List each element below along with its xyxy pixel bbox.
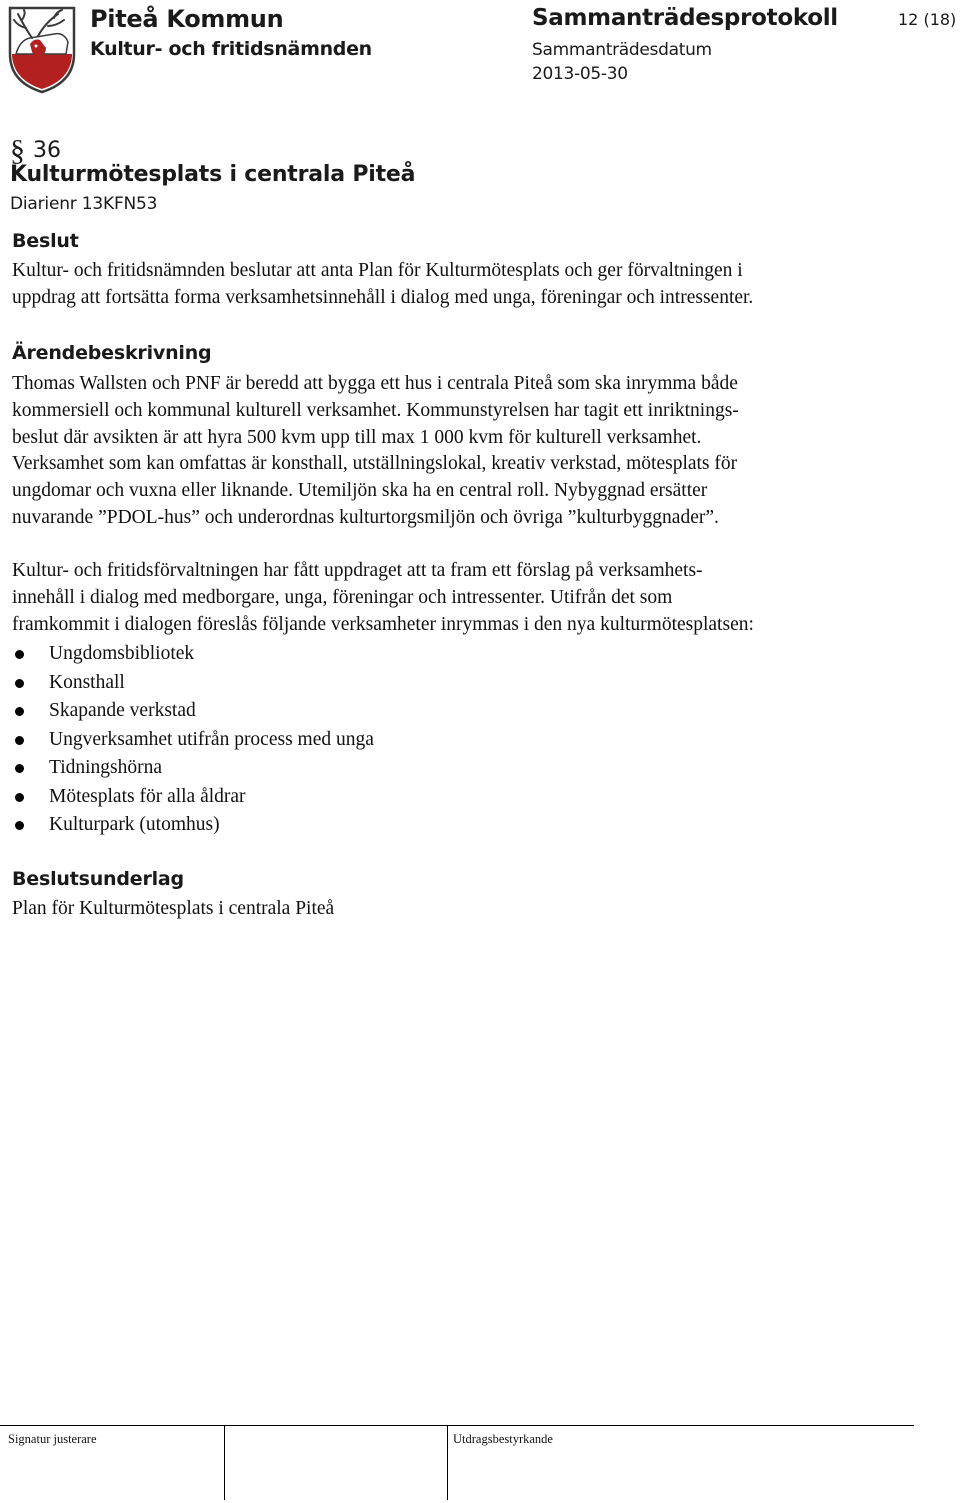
diary-number: Diarienr 13KFN53 (10, 194, 158, 214)
signature-label: Signatur justerare (8, 1432, 97, 1446)
text-line: uppdrag att fortsätta forma verksamhetsinnehåll i dialog med unga, föreningar och intressenter. (12, 286, 754, 308)
meeting-date-label: Sammanträdesdatum (532, 40, 712, 60)
bullet-icon (15, 764, 24, 773)
reindeer-coat-of-arms-icon (6, 4, 78, 94)
text-line: innehåll i dialog med medborgare, unga, föreningar och intressenter. Utifrån det som (12, 586, 673, 608)
section-number-value: 36 (33, 138, 61, 163)
text-line: nuvarande ”PDOL-hus” och underordnas kulturtorgsmiljön och övriga ”kulturbyggnader”. (12, 506, 719, 528)
footer-column-divider (447, 1426, 448, 1500)
beslut-heading: Beslut (12, 230, 79, 252)
list-item (12, 697, 374, 726)
list-item-label: Skapande verkstad (49, 700, 196, 721)
meeting-date-value: 2013-05-30 (532, 64, 628, 84)
text-line: kommersiell och kommunal kulturell verksamhet. Kommunstyrelsen har tagit ett inriktnings- (12, 399, 739, 421)
text-line: ungdomar och vuxna eller liknande. Utemiljön ska ha en central roll. Nybyggnad ersätter (12, 480, 708, 502)
list-item-label: Ungverksamhet utifrån process med unga (49, 728, 374, 750)
arende-paragraph-2 (12, 558, 912, 638)
paragraph-sign: § (10, 134, 25, 167)
list-item (12, 783, 374, 812)
footer-divider (0, 1425, 914, 1426)
arende-heading: Ärendebeskrivning (12, 342, 212, 364)
document-type: Sammanträdesprotokoll (532, 5, 838, 31)
bullet-icon (15, 736, 24, 745)
bullet-icon (15, 793, 24, 802)
list-item (12, 726, 374, 755)
bullet-icon (15, 821, 24, 830)
list-item (12, 811, 374, 840)
bullet-icon (15, 679, 24, 688)
section-title: Kulturmötesplats i centrala Piteå (10, 162, 416, 187)
list-item (12, 754, 374, 783)
footer-column-divider (224, 1426, 225, 1500)
coat-of-arms-logo (6, 4, 78, 94)
list-item-label: Ungdomsbibliotek (49, 643, 195, 664)
list-item (12, 669, 374, 698)
list-item-label: Konsthall (49, 671, 125, 693)
text-line: Thomas Wallsten och PNF är beredd att bygga ett hus i centrala Piteå som ska inrymma både (12, 373, 738, 394)
arende-paragraph-1 (12, 371, 912, 532)
bullet-icon (15, 707, 24, 716)
text-line: Verksamhet som kan omfattas är konsthall, utställningslokal, kreativ verkstad, mötesplats för (12, 453, 738, 475)
text-line: beslut där avsikten är att hyra 500 kvm upp till max 1 000 kvm för kulturell verksamhet. (12, 426, 702, 448)
underlag-text (12, 896, 912, 923)
list-item-label: Kulturpark (utomhus) (49, 814, 220, 835)
page-number: 12 (18) (898, 10, 957, 29)
bullet-icon (15, 650, 24, 659)
certification-label: Utdragsbestyrkande (453, 1432, 553, 1446)
text-line: Kultur- och fritidsförvaltningen har fått uppdraget att ta fram ett förslag på verksamhets- (12, 560, 703, 581)
underlag-heading: Beslutsunderlag (12, 868, 184, 890)
committee-name: Kultur- och fritidsnämnden (90, 38, 372, 60)
text-line: Kultur- och fritidsnämnden beslutar att anta Plan för Kulturmötesplats och ger förvaltningen i (12, 260, 743, 281)
list-item-label: Mötesplats för alla åldrar (49, 785, 246, 807)
text-line: framkommit i dialogen föreslås följande verksamheter inrymmas i den nya kulturmötesplatsen: (12, 613, 754, 635)
activity-list (12, 640, 374, 840)
list-item (12, 640, 374, 669)
list-item-label: Tidningshörna (49, 757, 163, 778)
organization-name: Piteå Kommun (90, 5, 284, 33)
text-line: Plan för Kulturmötesplats i centrala Piteå (12, 898, 335, 919)
section-number (10, 131, 61, 165)
beslut-text (12, 258, 912, 312)
